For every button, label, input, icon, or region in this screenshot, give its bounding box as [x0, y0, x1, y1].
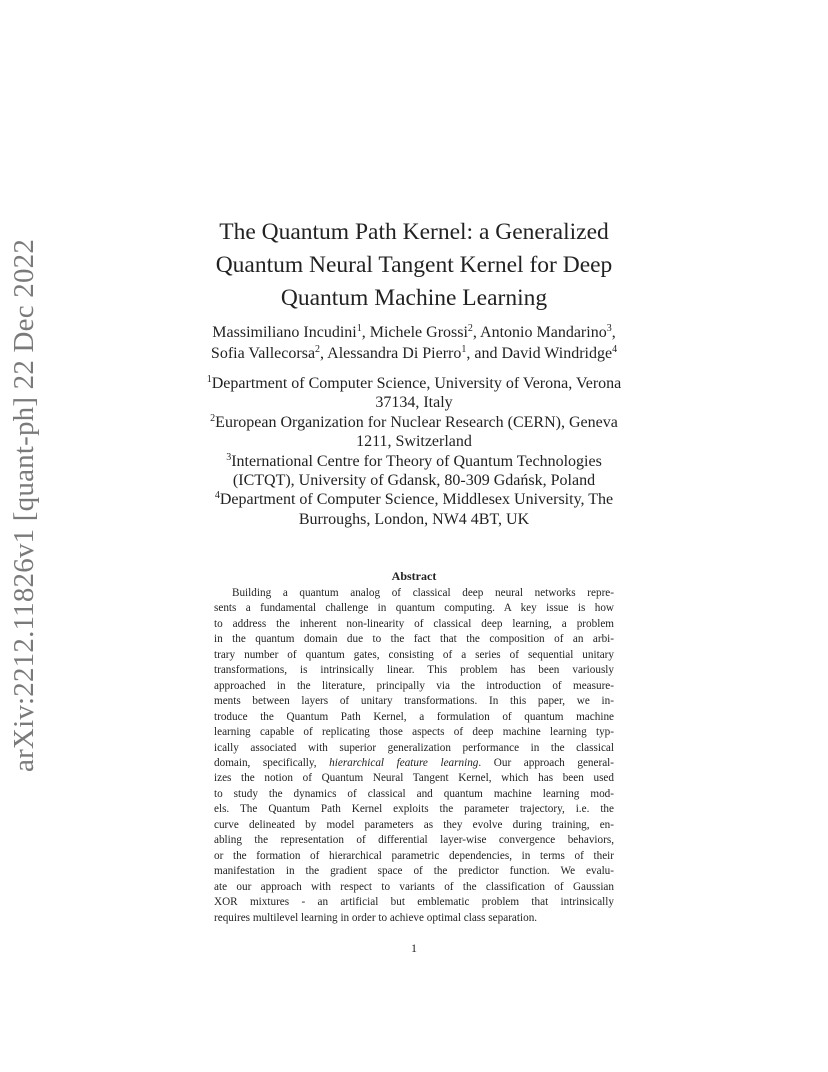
author-separator: , and	[466, 345, 502, 362]
affiliation-line	[160, 374, 668, 393]
author-affiliation-mark: 1	[461, 344, 467, 355]
paper-title	[160, 216, 668, 315]
author-affiliation-mark: 2	[315, 344, 321, 355]
affiliation-line: 1211, Switzerland	[356, 433, 472, 451]
author-line	[150, 343, 678, 364]
abstract-text: domain, specifically,	[214, 756, 330, 769]
author-list	[150, 322, 678, 364]
affiliation-text: Department of Computer Science, University of Verona, Verona	[211, 375, 622, 392]
abstract-line: els. The Quantum Path Kernel exploits the parameter trajectory, i.e. the	[214, 803, 614, 816]
arxiv-identifier-stamp: arXiv:2212.11826v1 [quant-ph] 22 Dec 2022	[8, 238, 40, 772]
author-affiliation-mark: 4	[612, 344, 618, 355]
abstract-line: XOR mixtures - an artificial but emblematic problem that intrinsically	[214, 896, 614, 909]
title-line: The Quantum Path Kernel: a Generalized	[219, 219, 609, 245]
abstract-heading: Abstract	[391, 569, 437, 583]
affiliation-line: Burroughs, London, NW4 4BT, UK	[298, 510, 530, 528]
affiliation-mark: 2	[210, 412, 216, 424]
abstract-line: or the formation of hierarchical parametric dependencies, in terms of their	[214, 849, 614, 862]
author-separator: ,	[611, 324, 616, 341]
affiliation-mark: 4	[214, 490, 220, 502]
affiliation-mark: 3	[226, 451, 232, 463]
abstract-line: transformations, is intrinsically linear. This problem has been variously	[214, 664, 614, 677]
page-number: 1	[411, 941, 417, 955]
affiliation-line	[160, 413, 668, 432]
affiliation-text: International Centre for Theory of Quantum Technologies	[231, 452, 602, 470]
abstract-body	[214, 586, 614, 926]
title-line: Quantum Neural Tangent Kernel for Deep	[215, 252, 613, 278]
abstract-line: in the quantum domain due to the fact that the composition of an arbi-	[214, 633, 614, 646]
affiliation-text: Department of Computer Science, Middlesex University, The	[219, 491, 614, 509]
affiliation-list	[160, 374, 668, 529]
author-name: Alessandra Di Pierro	[327, 345, 462, 362]
author-line	[150, 322, 678, 343]
abstract-line: learning capable of replicating those aspects of deep machine learning typ-	[214, 726, 614, 739]
abstract-line: manifestation in the gradient space of the predictor function. We evalu-	[214, 865, 614, 878]
affiliation-line: 37134, Italy	[375, 394, 453, 412]
abstract-text: . Our approach general-	[478, 756, 614, 769]
affiliation-line	[160, 490, 668, 509]
abstract-line: ically associated with superior generalization performance in the classical	[214, 741, 614, 754]
abstract-line: requires multilevel learning in order to achieve optimal class separation.	[214, 911, 538, 924]
author-name: Michele Grossi	[369, 324, 468, 341]
affiliation-mark: 1	[206, 374, 212, 385]
title-line: Quantum Machine Learning	[280, 285, 548, 311]
abstract-line: to address the inherent non-linearity of classical deep learning, a problem	[214, 617, 614, 630]
author-separator: ,	[472, 324, 481, 341]
affiliation-text: European Organization for Nuclear Research (CERN), Geneva	[215, 413, 618, 431]
abstract-line: trary number of quantum gates, consisting of a series of sequential unitary	[214, 648, 614, 661]
author-affiliation-mark: 2	[467, 323, 473, 334]
author-name: Sofia Vallecorsa	[210, 345, 316, 362]
author-name: Massimiliano Incudini	[212, 324, 357, 341]
abstract-emphasis: hierarchical feature learning	[329, 756, 479, 769]
author-affiliation-mark: 3	[606, 323, 612, 334]
abstract-line: izes the notion of Quantum Neural Tangent Kernel, which has been used	[214, 772, 614, 785]
author-affiliation-mark: 1	[356, 323, 362, 334]
author-separator: ,	[320, 345, 328, 362]
abstract-line: approached in the literature, principally via the introduction of measure-	[214, 679, 614, 692]
author-separator: ,	[361, 324, 370, 341]
abstract-line: ments between layers of unitary transformations. In this paper, we in-	[214, 695, 614, 708]
author-name: Antonio Mandarino	[480, 324, 607, 341]
abstract-line: troduce the Quantum Path Kernel, a formulation of quantum machine	[214, 710, 614, 723]
abstract-line: to study the dynamics of classical and quantum machine learning mod-	[214, 787, 614, 800]
abstract-line: curve delineated by model parameters as they evolve during training, en-	[214, 818, 614, 831]
affiliation-line	[160, 452, 668, 471]
author-name: David Windridge	[501, 345, 613, 362]
abstract-line	[214, 756, 614, 771]
abstract-line: ate our approach with respect to variants of the classification of Gaussian	[214, 880, 614, 893]
abstract-line: abling the representation of differential layer-wise convergence behaviors,	[214, 834, 614, 847]
affiliation-line: (ICTQT), University of Gdansk, 80-309 Gdańsk, Poland	[232, 472, 596, 490]
abstract-line: Building a quantum analog of classical deep neural networks repre-	[232, 587, 614, 599]
abstract-line: sents a fundamental challenge in quantum computing. A key issue is how	[214, 602, 614, 615]
